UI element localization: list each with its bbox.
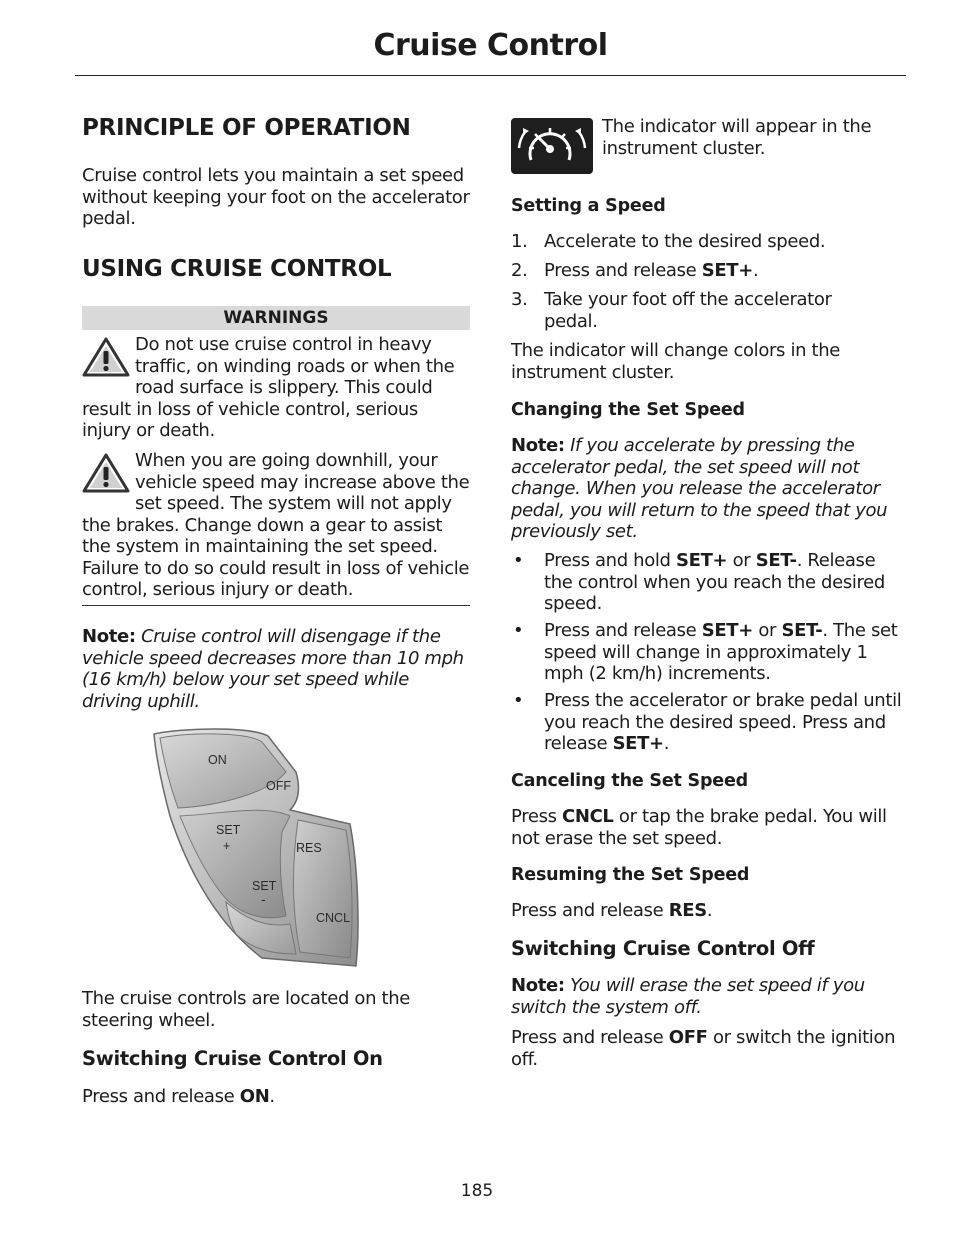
note-label: Note: (511, 975, 565, 996)
page-number: 185 (460, 1181, 494, 1201)
note-text: If you accelerate by pressing the accelerator pedal, the set speed will not change. When you release the accelerator pedal, you will return to the speed that you previously set. (511, 435, 888, 542)
note-label: Note: (511, 435, 565, 456)
indicator-change-text: The indicator will change colors in the instrument cluster. (511, 340, 841, 383)
set-minus-label: SET (252, 879, 277, 893)
changing-note (511, 435, 903, 543)
changing-heading: Changing the Set Speed (511, 400, 745, 420)
resuming-heading: Resuming the Set Speed (511, 865, 750, 885)
switch-on-heading: Switching Cruise Control On (82, 1047, 383, 1070)
note-label: Note: (82, 626, 136, 647)
minus-label: - (261, 891, 266, 907)
canceling-text: Press CNCL or tap the brake pedal. You will not erase the set speed. (511, 806, 887, 849)
on-label: ON (208, 753, 227, 767)
using-heading: USING CRUISE CONTROL (82, 256, 392, 282)
controls-caption: The cruise controls are located on the steering wheel. (82, 988, 411, 1031)
warning-triangle-icon (82, 336, 130, 378)
warning-2 (82, 450, 470, 601)
note-text: Cruise control will disengage if the vehicle speed decreases more than 10 mph (16 km/h) below your set speed while driving uphill. (82, 626, 464, 712)
plus-label: + (223, 839, 231, 853)
list-item: • Press and release SET+ or SET-. The set speed will change in approximately 1 mph (2 km/h) increments. (513, 620, 898, 684)
list-item: 3. Take your foot off the accelerator pedal. (511, 289, 832, 332)
switch-off-heading: Switching Cruise Control Off (511, 937, 815, 960)
cruise-indicator-icon (511, 118, 593, 174)
set-plus-keyword: SET+ (701, 260, 753, 281)
title-divider (75, 75, 906, 76)
warning-triangle-icon (82, 452, 130, 494)
on-keyword: ON (239, 1086, 270, 1107)
resuming-text: Press and release RES. (511, 900, 713, 921)
set-plus-label: SET (216, 823, 241, 837)
warning-1-text: Do not use cruise control in heavy traffic, on winding roads or when the road surface is slippery. This could result in loss of vehicle control, serious injury or death. (82, 334, 455, 441)
uphill-note (82, 626, 474, 712)
cncl-label: CNCL (316, 911, 351, 925)
warning-1 (82, 334, 470, 442)
page-title: Cruise Control (373, 28, 608, 63)
res-keyword: RES (668, 900, 707, 921)
switch-on-text: Press and release ON. (82, 1086, 275, 1107)
setting-heading: Setting a Speed (511, 196, 666, 216)
principle-heading: PRINCIPLE OF OPERATION (82, 115, 411, 141)
list-item: • Press the accelerator or brake pedal until you reach the desired speed. Press and release SET+. (513, 690, 902, 754)
indicator-text: The indicator will appear in the instrument cluster. (602, 116, 872, 159)
list-item: • Press and hold SET+ or SET-. Release the control when you reach the desired speed. (513, 550, 885, 614)
list-item: 2. Press and release SET+. (511, 260, 759, 281)
list-item: 1. Accelerate to the desired speed. (511, 231, 826, 252)
switch-off-note (511, 975, 896, 1018)
canceling-heading: Canceling the Set Speed (511, 771, 748, 791)
cruise-controls-illustration (150, 726, 362, 970)
switch-off-text: Press and release OFF or switch the ignition off. (511, 1027, 896, 1070)
res-label: RES (296, 841, 322, 855)
warnings-label: WARNINGS (82, 306, 470, 330)
warning-2-text: When you are going downhill, your vehicle speed may increase above the set speed. The system will not apply the brakes. Change down a gear to assist the system in maintaining the set speed. Failure to do so could result in loss of vehicle control, serious injury or death. (82, 450, 470, 600)
off-label: OFF (266, 779, 291, 793)
note-text: You will erase the set speed if you switch the system off. (511, 975, 865, 1018)
principle-text: Cruise control lets you maintain a set speed without keeping your foot on the accelerator pedal. (82, 165, 470, 229)
off-keyword: OFF (668, 1027, 708, 1048)
warnings-divider (82, 605, 470, 606)
cncl-keyword: CNCL (562, 806, 614, 827)
